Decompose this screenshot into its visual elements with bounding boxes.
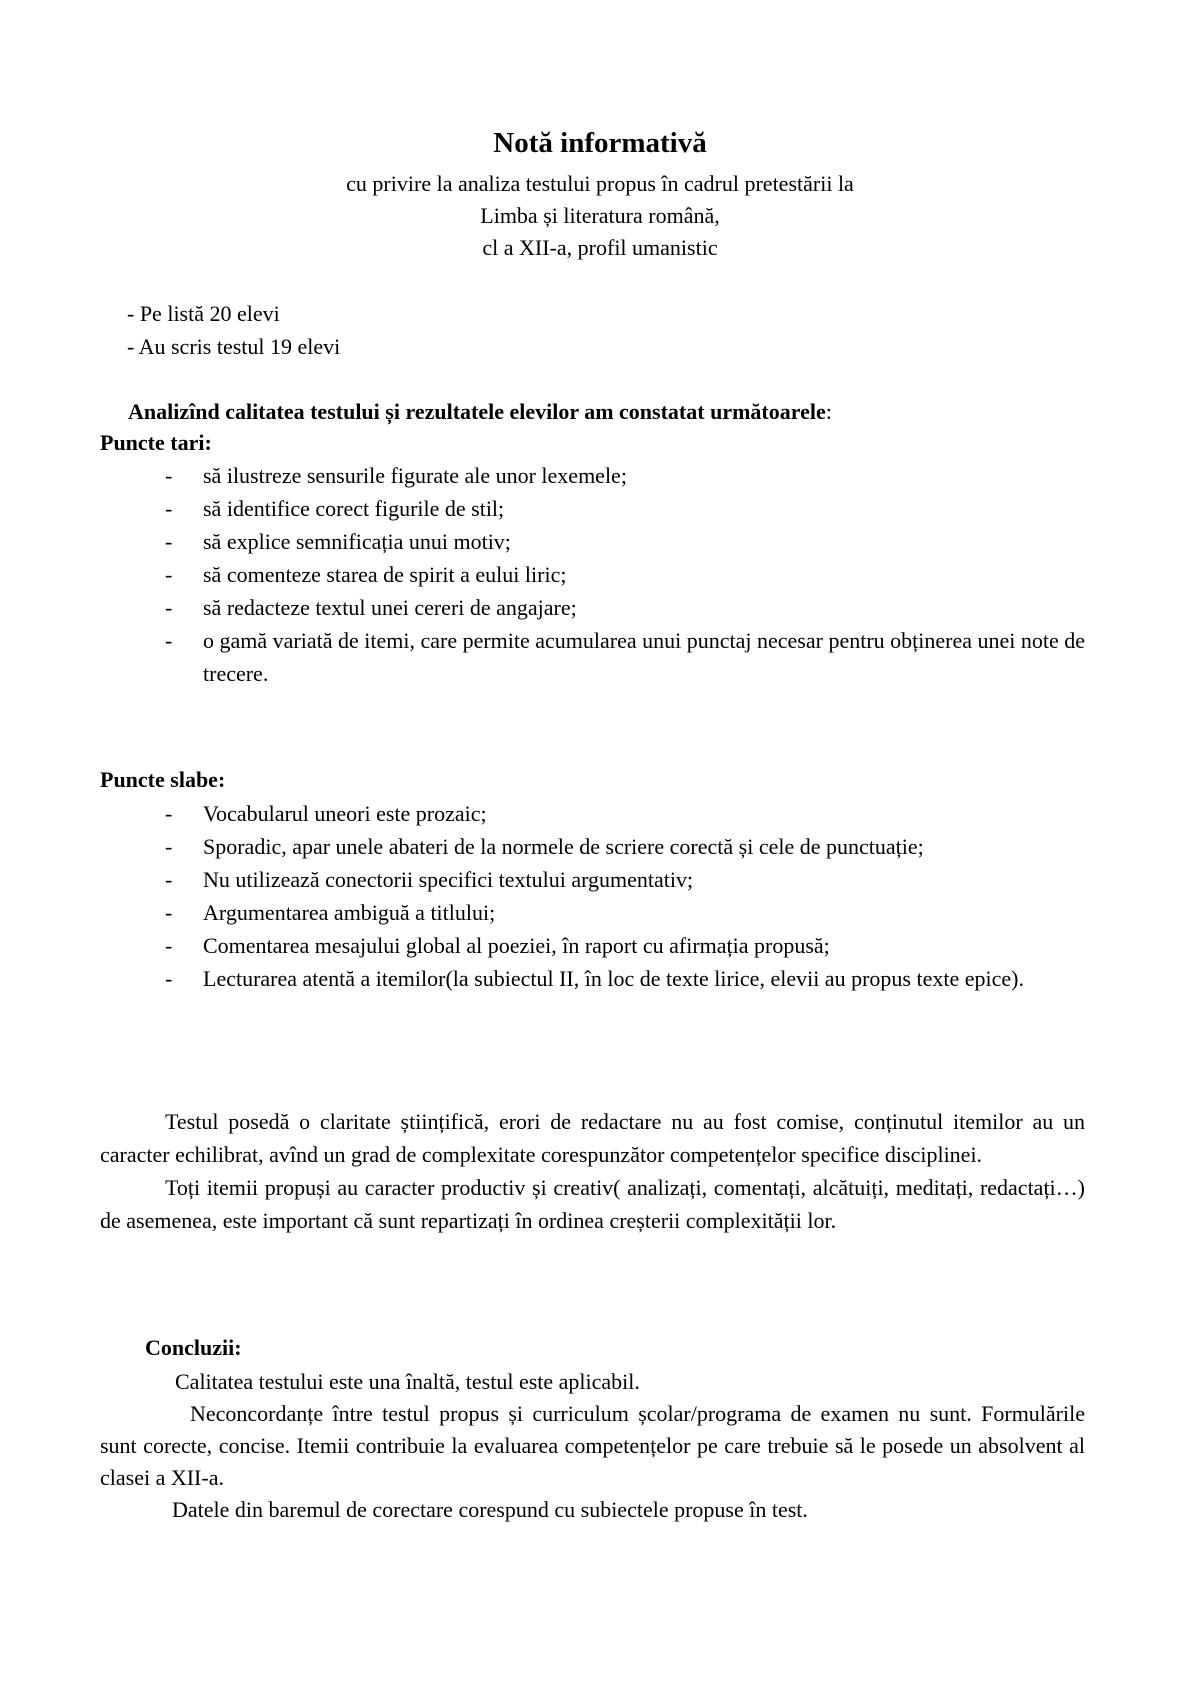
list-item-text: să ilustreze sensurile figurate ale unor lexemele;	[203, 463, 627, 488]
subtitle-line: Limba și literatura română,	[480, 203, 720, 228]
paragraph: Testul posedă o claritate științifică, erori de redactare nu au fost comise, conținutul itemilor au un caracter echilibrat, avînd un grad de complexitate corespunzător competențelor specifice disciplinei.	[100, 1109, 1085, 1167]
list-dash: -	[165, 867, 173, 892]
list-item-text: să identifice corect figurile de stil;	[203, 496, 505, 521]
conclusions-body	[100, 1366, 1085, 1526]
list-item	[165, 459, 1105, 492]
analysis-intro-colon: :	[825, 399, 832, 424]
strengths-heading: Puncte tari:	[100, 430, 212, 455]
list-item-text: Comentarea mesajului global al poeziei, în raport cu afirmația propusă;	[203, 933, 830, 958]
weaknesses-list	[165, 797, 1105, 995]
list-dash: -	[165, 463, 173, 488]
paragraph: Toți itemii propuși au caracter productiv și creativ( analizați, comentați, alcătuiți, meditați, redactați…) de asemenea, este important că sunt repartizați în ordinea creșterii complexității lor.	[100, 1175, 1085, 1233]
list-item	[165, 830, 1105, 863]
list-item-text: să redacteze textul unei cereri de angajare;	[203, 595, 577, 620]
list-item-text: o gamă variată de itemi, care permite acumularea unui punctaj necesar pentru obținerea unei note de trecere.	[203, 628, 1086, 686]
list-item	[165, 591, 1105, 624]
list-dash: -	[165, 562, 173, 587]
subtitle-line: cl a XII-a, profil umanistic	[482, 235, 718, 260]
list-item	[165, 797, 1105, 830]
list-item	[165, 962, 1105, 995]
list-item-text: să explice semnificația unui motiv;	[203, 529, 511, 554]
document-title: Notă informativă	[493, 127, 707, 159]
list-dash: -	[165, 529, 173, 554]
student-stats	[127, 298, 340, 364]
list-dash: -	[165, 595, 173, 620]
analysis-intro	[128, 396, 832, 428]
list-item-text: Vocabularul uneori este prozaic;	[203, 801, 487, 826]
list-item-text: Argumentarea ambiguă a titlului;	[203, 900, 496, 925]
list-dash: -	[165, 933, 173, 958]
weaknesses-heading: Puncte slabe:	[100, 767, 226, 792]
conclusion-paragraph: Calitatea testului este una înaltă, testul este aplicabil.	[175, 1369, 640, 1394]
list-dash: -	[165, 834, 173, 859]
list-dash: -	[165, 966, 173, 991]
strengths-list	[165, 459, 1105, 690]
list-item-text: să comenteze starea de spirit a eului liric;	[203, 562, 567, 587]
analysis-intro-text: Analizînd calitatea testului și rezultatele elevilor am constatat următoarele	[128, 399, 826, 424]
list-item	[165, 896, 1105, 929]
conclusions-heading: Concluzii:	[145, 1335, 242, 1360]
list-item	[165, 863, 1105, 896]
assessment-paragraphs	[100, 1105, 1085, 1237]
list-item-text: Sporadic, apar unele abateri de la normele de scriere corectă și cele de punctuație;	[203, 834, 924, 859]
list-item	[165, 929, 1105, 962]
subtitle-line: cu privire la analiza testului propus în cadrul pretestării la	[346, 171, 854, 196]
list-item	[165, 492, 1105, 525]
list-dash: -	[165, 496, 173, 521]
list-item	[165, 624, 1105, 690]
document-subtitle	[0, 168, 1200, 264]
list-item-text: Nu utilizează conectorii specifici textului argumentativ;	[203, 867, 694, 892]
list-item	[165, 558, 1105, 591]
conclusion-paragraph: Neconcordanțe între testul propus și curriculum școlar/programa de examen nu sunt. Formulările sunt corecte, concise. Itemii contribuie la evaluarea competențelor pe care trebuie să le posede un absolvent al clasei a XII-a.	[100, 1401, 1085, 1490]
stat-line: - Pe listă 20 elevi	[127, 301, 280, 326]
list-item	[165, 525, 1105, 558]
list-dash: -	[165, 628, 173, 653]
conclusion-paragraph: Datele din baremul de corectare corespund cu subiectele propuse în test.	[172, 1497, 808, 1522]
list-dash: -	[165, 900, 173, 925]
list-dash: -	[165, 801, 173, 826]
stat-line: - Au scris testul 19 elevi	[127, 334, 341, 359]
list-item-text: Lecturarea atentă a itemilor(la subiectul II, în loc de texte lirice, elevii au propus texte epice).	[203, 966, 1024, 991]
